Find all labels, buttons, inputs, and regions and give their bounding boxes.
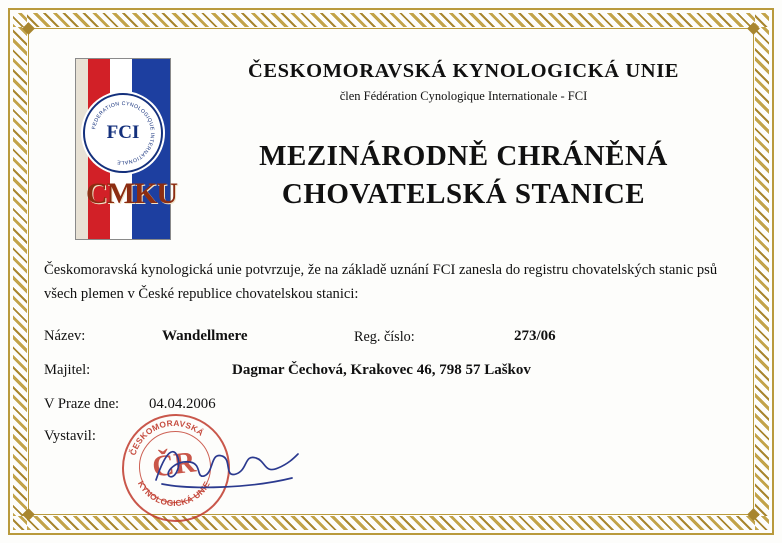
svg-text:ČESKOMORAVSKÁ: ČESKOMORAVSKÁ <box>127 418 206 457</box>
registration-number-value: 273/06 <box>514 328 556 345</box>
name-label: Název: <box>44 328 86 345</box>
certificate-title <box>185 138 742 213</box>
issuer-label: Vystavil: <box>44 428 96 445</box>
owner-value: Dagmar Čechová, Krakovec 46, 798 57 Laškov <box>232 362 531 379</box>
certificate-content <box>40 40 742 509</box>
certificate-header <box>40 40 742 240</box>
cmku-monogram <box>86 177 177 227</box>
cmku-label: CMKU <box>86 177 177 210</box>
certificate-fields <box>40 328 742 509</box>
place-date-value: 04.04.2006 <box>149 396 216 413</box>
field-row-issuer <box>44 418 738 509</box>
fci-label: FCI <box>106 122 140 143</box>
fci-cmku-logo <box>75 58 177 240</box>
svg-text:FEDERATION CYNOLOGIQUE INTERNA: FEDERATION CYNOLOGIQUE INTERNATIONALE <box>91 100 156 166</box>
field-row-name <box>44 328 738 362</box>
organization-name: ČESKOMORAVSKÁ KYNOLOGICKÁ UNIE <box>247 60 680 82</box>
place-date-label: V Praze dne: <box>44 396 120 413</box>
certificate-body-text: Českomoravská kynologická unie potvrzuje, že na základě uznání FCI zanesla do registru chovatelských stanic psů všech plemen v České republice chovatelskou stanici: <box>44 262 718 303</box>
stamp-center-mark: ČR <box>150 445 198 484</box>
certificate-title-line2: CHOVATELSKÁ STANICE <box>281 177 646 210</box>
kennel-name-value: Wandellmere <box>162 328 248 345</box>
header-titles <box>185 60 742 213</box>
fci-seal-icon <box>83 93 163 173</box>
svg-text:KYNOLOGICKÁ UNIE: KYNOLOGICKÁ UNIE <box>135 479 212 509</box>
handwritten-signature <box>152 440 302 494</box>
owner-label: Majitel: <box>44 362 91 379</box>
signature-stroke-icon <box>152 440 302 494</box>
field-row-owner <box>44 362 738 396</box>
organization-membership: člen Fédération Cynologique Internationale - FCI <box>339 89 588 103</box>
registration-number-label: Reg. číslo: <box>354 329 415 346</box>
certificate-title-line1: MEZINÁRODNĚ CHRÁNĚNÁ <box>259 140 668 172</box>
